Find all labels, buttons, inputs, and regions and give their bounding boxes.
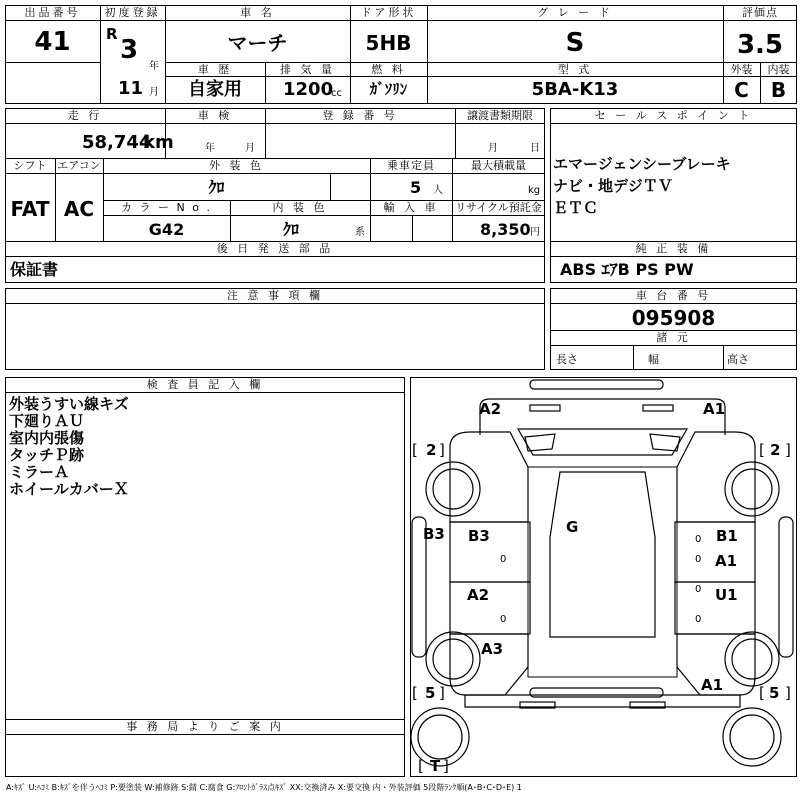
capacity-unit: 人 [433,185,443,196]
color-number-label: カ ラ ー N o . [121,201,212,214]
inspection-year-unit: 年 [205,143,215,154]
damage-mark: B1 [716,527,738,545]
score-label: 評価点 [742,6,778,19]
inspection-month-unit: 月 [245,143,255,154]
legend-text: A:ｷｽﾞ U:ﾍｺﾐ B:ｷｽﾞを伴うﾍｺﾐ P:要塗装 W:補修跡 S:錆 C:腐食 G:ﾌﾛﾝﾄｶﾞﾗｽ点ｷｽﾞ XX:交換済み X:要交換 内・外装評価 5段階ﾗﾝｸ順(A･B･C･D･E) 1 [6,783,522,792]
zero-mark: 0 [500,614,507,625]
first-reg-label: 初度登録 [104,6,161,19]
max-load-unit: kg [528,185,541,196]
capacity-label: 乗車定員 [387,159,435,172]
front-outline-shape [480,399,725,435]
mileage-unit: km [143,132,174,153]
spec-height-label: 高さ [727,353,749,366]
recycle-value: 8,350 [480,220,531,239]
history-value: 自家用 [188,79,242,100]
exterior-grade-label: 外装 [730,63,753,76]
inspector-note: ミラーＡ [9,463,70,481]
damage-mark: U1 [715,586,738,604]
fuel-label: 燃 料 [371,63,406,76]
damage-mark: A1 [701,676,724,694]
shift-label: シフト [13,159,47,172]
damage-mark: A1 [703,400,726,418]
shift-value: FAT [10,197,50,221]
spec-length-label: 長さ [556,353,578,366]
bracket-close: ] [785,441,791,459]
door-value: 5HB [365,31,412,55]
history-label: 車 歴 [197,63,233,76]
inspection-label: 車 検 [197,109,233,122]
interior-color-label: 内 装 色 [272,201,328,214]
interior-color-value: ｸﾛ [283,220,300,239]
standard-equipment-title: 純 正 装 備 [635,242,712,255]
max-load-label: 最大積載量 [471,159,526,172]
windshield-shape [518,429,687,455]
damage-mark: B3 [468,527,490,545]
damage-mark: G [566,518,579,536]
cc-unit: cc [331,88,342,99]
inspector-notes [9,396,129,498]
era: R [106,25,118,43]
inspector-note: タッチＰ跡 [9,446,85,464]
bracket-close: ] [785,684,791,702]
reg-month: 11 [118,78,144,99]
bracket-open: [ [412,684,418,702]
door-front-left-shape [450,522,530,582]
inspector-title: 検 査 員 記 入 欄 [146,378,264,391]
front-grille-right-shape [643,405,673,411]
transfer-day-unit: 日 [530,143,540,154]
wheel-rear-left-shape [426,632,480,686]
bracket-close: ] [439,441,445,459]
damage-mark: A2 [467,586,490,604]
wheel-rear-right-shape [725,632,779,686]
bracket-open: [ [759,441,765,459]
sill-right-shape [779,517,793,657]
exterior-grade: C [734,78,749,102]
later-parts-value: 保証書 [10,260,59,279]
lot-number: 41 [34,27,71,57]
car-name: マーチ [227,31,288,55]
displacement-value: 1200 [283,79,334,100]
inspector-note: 外装うすい線キズ [9,395,129,413]
aircon-label: エアコン [57,159,101,172]
name-label: 車 名 [240,6,275,19]
zero-mark: 0 [695,614,702,625]
month-unit: 月 [149,87,159,98]
registration-number-label: 登 録 番 号 [322,109,398,122]
sales-point-list [553,153,731,219]
inspector-note: 下廻りＡＵ [9,412,85,430]
rear-bumper-shape [530,688,663,697]
bracket-open: [ [759,684,765,702]
aircon-value: AC [63,197,95,221]
bracket-open: [ [418,757,424,775]
sales-point-line: ＥＴＣ [553,199,599,217]
damage-mark: 5 [769,684,780,702]
damage-mark: A1 [715,552,738,570]
front-bumper-shape [530,380,663,389]
import-label: 輸 入 車 [383,201,439,214]
front-grille-left-shape [530,405,560,411]
damage-mark: 5 [425,684,436,702]
chassis-number-value: 095908 [631,306,716,330]
wheel-front-left-shape [426,462,480,516]
office-notice-title: 事 務 局 よ り ご 案 内 [126,720,284,733]
exterior-color-value: ｸﾛ [208,178,225,197]
standard-equipment-value: ABS ｴｱB PS PW [560,260,694,279]
zero-mark: 0 [500,554,507,565]
zero-mark: 0 [695,534,702,545]
damage-mark: 2 [426,441,437,459]
damage-mark: A3 [481,640,504,658]
body-right-front-shape [677,432,755,522]
displacement-label: 排 気 量 [280,63,335,76]
car-damage-diagram [410,377,795,777]
body-left-front-shape [450,432,528,522]
model-label: 型 式 [557,63,593,76]
capacity-value: 5 [410,178,422,197]
recycle-label: リサイクル預託金 [455,201,542,214]
sales-point-title: セ ー ル ス ポ イ ン ト [594,109,753,122]
mileage-label: 走 行 [67,109,103,122]
sales-point-line: エマージェンシーブレーキ [553,155,731,173]
model-value: 5BA-K13 [531,79,619,100]
wheel-front-right-shape [725,462,779,516]
transfer-month-unit: 月 [488,143,498,154]
damage-mark: 2 [770,441,781,459]
interior-grade-label: 内装 [767,63,790,76]
later-parts-label: 後 日 発 送 部 品 [216,242,334,255]
inspector-note: ホイールカバーＸ [9,480,129,498]
zero-mark: 0 [695,554,702,565]
grade-label: グ レ ー ド [537,6,613,19]
specs-title: 諸 元 [656,331,691,344]
score-value: 3.5 [736,30,784,60]
transfer-deadline-label: 譲渡書類期限 [467,109,533,122]
year-unit: 年 [149,61,159,72]
grade-value: S [565,28,585,58]
zero-mark: 0 [695,584,702,595]
reg-year: 3 [120,35,139,65]
recycle-unit: 円 [530,227,540,238]
door-rear-left-shape [450,582,530,634]
fuel-value: ｶﾞｿﾘﾝ [369,80,408,98]
spare-tire-right-shape [723,708,781,766]
notes-title: 注 意 事 項 欄 [227,289,323,302]
sales-point-line: ナビ・地デジＴＶ [553,177,673,195]
damage-mark: T [430,757,441,775]
inspector-note: 室内内張傷 [9,429,85,447]
color-number-value: G42 [148,220,185,239]
bracket-close: ] [443,757,449,775]
interior-grade: B [770,78,787,102]
bracket-open: [ [412,441,418,459]
exterior-color-label: 外 装 色 [209,159,264,172]
damage-mark: B3 [423,525,445,543]
spec-width-label: 幅 [648,353,659,366]
damage-mark: A2 [479,400,502,418]
chassis-number-title: 車 台 番 号 [635,289,712,302]
mileage-value: 58,744 [82,132,152,153]
lot-label: 出品番号 [24,6,81,19]
roof-shape [550,472,655,637]
interior-color-unit: 系 [355,227,365,238]
bracket-close: ] [439,684,445,702]
door-label: ドア形状 [360,6,417,19]
